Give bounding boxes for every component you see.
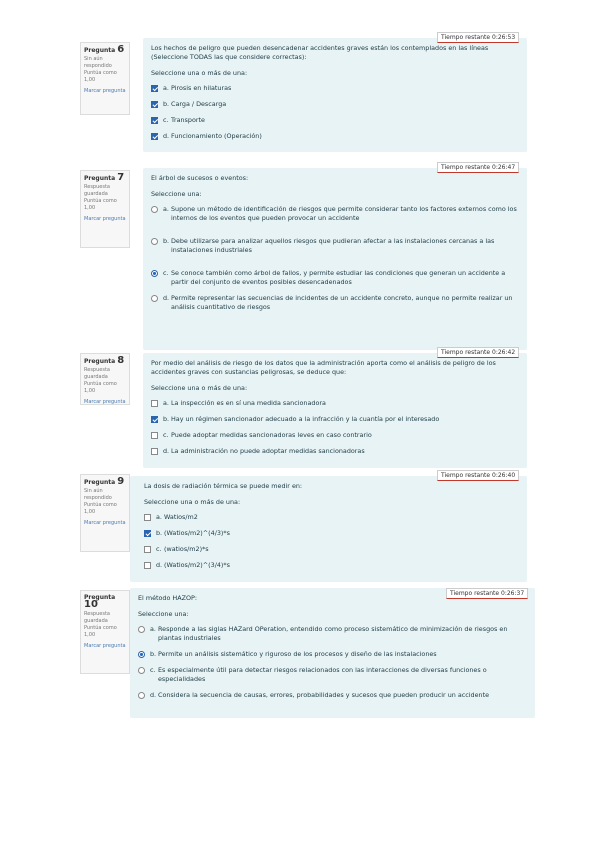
question-number: Pregunta 7	[84, 172, 125, 183]
answer-option-b[interactable]: b. Carga / Descarga	[151, 100, 519, 109]
checkbox[interactable]	[151, 432, 158, 439]
question-text: El método HAZOP:	[138, 594, 198, 602]
score-value: 1,00	[84, 632, 96, 638]
radio-button[interactable]	[151, 206, 158, 213]
answer-option-b[interactable]: b. Hay un régimen sancionador adecuado a la infracción y la cuantía por el interesado	[151, 415, 519, 424]
timer-badge: Tiempo restante 0:26:42	[437, 347, 519, 358]
question-text: El árbol de sucesos o eventos:	[151, 174, 249, 182]
timer-badge: Tiempo restante 0:26:53	[437, 32, 519, 43]
answer-option-b[interactable]: b. Debe utilizarse para analizar aquellos riesgos que pudieran afectar a las instalaciones cercanas a las instalaciones industriales	[151, 237, 519, 255]
question-content-8	[143, 353, 527, 468]
checkbox[interactable]	[151, 133, 158, 140]
answer-option-d[interactable]: d. Funcionamiento (Operación)	[151, 132, 519, 141]
checkbox[interactable]	[151, 400, 158, 407]
status-text: guardada	[84, 618, 108, 624]
question-info-10	[80, 590, 130, 674]
score-value: 1,00	[84, 509, 96, 515]
answer-option-c[interactable]: c. Transporte	[151, 116, 519, 125]
status-text: guardada	[84, 191, 108, 197]
checkbox[interactable]	[151, 448, 158, 455]
radio-button[interactable]	[151, 270, 158, 277]
timer-badge: Tiempo restante 0:26:47	[437, 162, 519, 173]
checkbox[interactable]	[144, 530, 151, 537]
flag-question-link[interactable]: Marcar pregunta	[84, 520, 126, 526]
question-info-6	[80, 42, 130, 115]
score-label: Puntúa como	[84, 502, 117, 508]
status-text: guardada	[84, 374, 108, 380]
status-text: Respuesta	[84, 367, 110, 373]
select-prompt: Seleccione una o más de una:	[151, 69, 248, 77]
status-text: respondido	[84, 495, 112, 501]
question-text: Por medio del análisis de riesgo de los datos que la administración aporta como el análisis de peligro de los accidentes graves con sustancias peligrosas, se deduce que:	[151, 359, 496, 376]
question-info-9	[80, 474, 130, 552]
radio-button[interactable]	[138, 667, 145, 674]
radio-button[interactable]	[138, 692, 145, 699]
select-prompt: Seleccione una:	[138, 610, 189, 618]
score-value: 1,00	[84, 205, 96, 211]
radio-button[interactable]	[138, 651, 145, 658]
score-label: Puntúa como	[84, 198, 117, 204]
answer-option-a[interactable]: a. Supone un método de identificación de riesgos que permite considerar tanto los factores externos como los internos de los eventos que pueden provocar un accidente	[151, 205, 519, 223]
checkbox[interactable]	[144, 562, 151, 569]
answer-option-d[interactable]: d. La administración no puede adoptar medidas sancionadoras	[151, 447, 519, 456]
checkbox[interactable]	[151, 101, 158, 108]
question-content-6	[143, 38, 527, 152]
score-label: Puntúa como	[84, 625, 117, 631]
score-label: Puntúa como	[84, 70, 117, 76]
question-content-7	[143, 168, 527, 350]
score-value: 1,00	[84, 77, 96, 83]
answer-option-c[interactable]: c. Puede adoptar medidas sancionadoras leves en caso contrario	[151, 431, 519, 440]
answer-option-d[interactable]: d. (Watios/m2)^(3/4)*s	[144, 561, 519, 570]
answer-option-c[interactable]: c. Es especialmente útil para detectar riesgos relacionados con las interacciones de diversas funciones o especialidades	[138, 666, 527, 684]
status-text: respondido	[84, 63, 112, 69]
question-number: Pregunta 9	[84, 476, 125, 487]
score-label: Puntúa como	[84, 381, 117, 387]
answer-option-a[interactable]: a. Pirosis en hilaturas	[151, 84, 519, 93]
answer-option-c[interactable]: c. (watios/m2)*s	[144, 545, 519, 554]
answer-option-d[interactable]: d. Permite representar las secuencias de incidentes de un accidente concreto, aunque no permite realizar un análisis cuantitativo de riesgos	[151, 294, 519, 312]
status-text: Sin aún	[84, 56, 103, 62]
radio-button[interactable]	[151, 238, 158, 245]
flag-question-link[interactable]: Marcar pregunta	[84, 399, 126, 405]
question-content-9	[130, 476, 527, 582]
question-number: Pregunta 8	[84, 355, 125, 366]
checkbox[interactable]	[151, 117, 158, 124]
answer-option-a[interactable]: a. Watios/m2	[144, 513, 519, 522]
question-info-7	[80, 170, 130, 248]
question-text: La dosis de radiación térmica se puede medir en:	[144, 482, 303, 490]
question-info-8	[80, 353, 130, 405]
timer-badge: Tiempo restante 0:26:37	[446, 588, 528, 599]
checkbox[interactable]	[151, 85, 158, 92]
timer-badge: Tiempo restante 0:26:40	[437, 470, 519, 481]
answer-option-a[interactable]: a. La inspección es en sí una medida sancionadora	[151, 399, 519, 408]
flag-question-link[interactable]: Marcar pregunta	[84, 643, 126, 649]
question-text: Los hechos de peligro que pueden desencadenar accidentes graves están los contemplados en las líneas (Seleccione TODAS las que considere correctas):	[151, 44, 489, 61]
question-number: Pregunta 10	[84, 594, 116, 610]
answer-option-b[interactable]: b. Permite un análisis sistemático y riguroso de los procesos y diseño de las instalaciones	[138, 650, 527, 659]
answer-option-a[interactable]: a. Responde a las siglas HAZard OPeration, entendido como proceso sistemático de minimización de riesgos en plantas industriales	[138, 625, 527, 643]
score-value: 1,00	[84, 388, 96, 394]
answer-option-d[interactable]: d. Considera la secuencia de causas, errores, probabilidades y sucesos que pueden producir un accidente	[138, 691, 527, 700]
question-content-10	[130, 588, 535, 718]
select-prompt: Seleccione una o más de una:	[144, 498, 241, 506]
radio-button[interactable]	[151, 295, 158, 302]
status-text: Respuesta	[84, 184, 110, 190]
select-prompt: Seleccione una o más de una:	[151, 384, 248, 392]
question-number: Pregunta 6	[84, 44, 125, 55]
answer-option-b[interactable]: b. (Watios/m2)^(4/3)*s	[144, 529, 519, 538]
status-text: Sin aún	[84, 488, 103, 494]
radio-button[interactable]	[138, 626, 145, 633]
checkbox[interactable]	[151, 416, 158, 423]
checkbox[interactable]	[144, 514, 151, 521]
answer-option-c[interactable]: c. Se conoce también como árbol de fallos, y permite estudiar las condiciones que generan un accidente a partir del conjunto de eventos posibles desencadenados	[151, 269, 519, 287]
flag-question-link[interactable]: Marcar pregunta	[84, 216, 126, 222]
flag-question-link[interactable]: Marcar pregunta	[84, 88, 126, 94]
checkbox[interactable]	[144, 546, 151, 553]
select-prompt: Seleccione una:	[151, 190, 202, 198]
status-text: Respuesta	[84, 611, 110, 617]
